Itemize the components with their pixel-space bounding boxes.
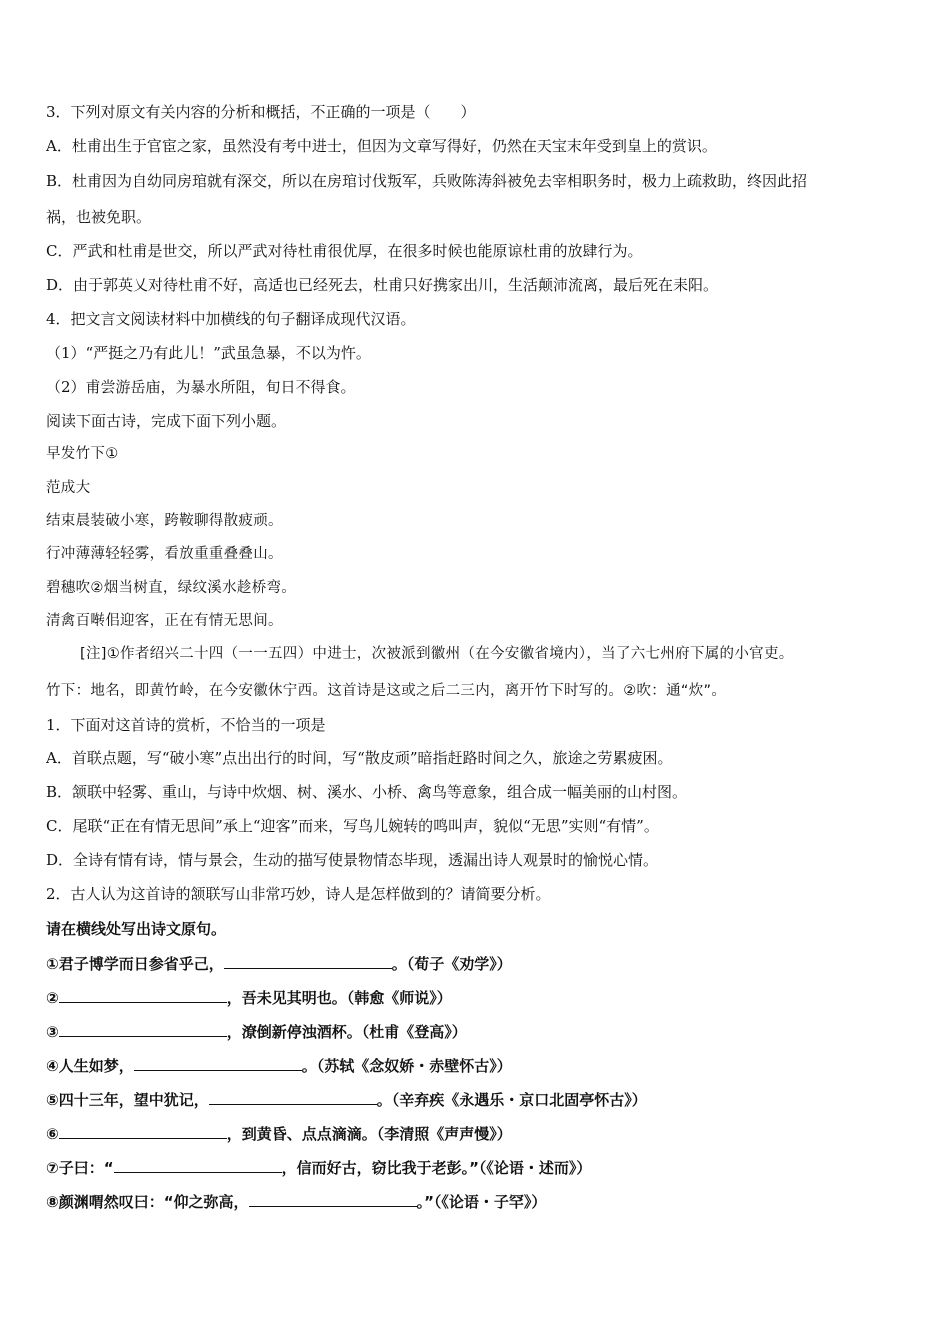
- fill-item-4-before: ④人生如梦，: [46, 1057, 134, 1075]
- q4-sentence-1: （1）“严挺之乃有此儿！”武虽急暴，不以为忤。: [46, 344, 371, 362]
- answer-blank-4[interactable]: [134, 1055, 302, 1071]
- fill-item-4: [46, 1055, 512, 1076]
- fill-item-5-after: 。（辛弃疾《永遇乐・京口北固亭怀古》）: [376, 1091, 647, 1109]
- fill-item-5: [46, 1089, 647, 1110]
- poem-line-1: 结束晨装破小寒，跨鞍聊得散疲顽。: [46, 513, 283, 529]
- pq1-option-b: B．颔联中轻雾、重山，与诗中炊烟、树、溪水、小桥、禽鸟等意象，组合成一幅美丽的山村图。: [46, 783, 688, 801]
- fill-item-6-after: ，到黄昏、点点滴滴。（李清照《声声慢》）: [226, 1125, 512, 1143]
- poem-note-1: [注]①作者绍兴二十四（一一五四）中进士，次被派到徽州（在今安徽省境内），当了六七州府下属的小官吏。: [80, 646, 794, 662]
- fill-item-1-before: ①君子博学而日参省乎己，: [46, 955, 224, 973]
- fill-item-7-before: ⑦子曰：“: [46, 1159, 114, 1177]
- fill-item-4-after: 。（苏轼《念奴娇・赤壁怀古》）: [301, 1057, 512, 1075]
- fill-item-1-after: 。（荀子《劝学》）: [391, 955, 512, 973]
- pq2-stem: 2．古人认为这首诗的颔联写山非常巧妙，诗人是怎样做到的？请简要分析。: [46, 885, 551, 903]
- fill-item-8-after: 。”（《论语・子罕》）: [416, 1193, 547, 1211]
- fill-item-7-after: ，信而好古，窃比我于老彭。”（《论语・述而》）: [281, 1159, 592, 1177]
- pq1-option-a: A．首联点题，写“破小寒”点出出行的时间，写“散皮顽”暗指赶路时间之久，旅途之劳累疲困。: [46, 749, 673, 767]
- pq1-option-c: C．尾联“正在有情无思间”承上“迎客”而来，写鸟儿婉转的鸣叫声，貌似“无思”实则“有情”。: [46, 817, 659, 835]
- poem-author: 范成大: [46, 480, 91, 496]
- poem-title: 早发竹下①: [46, 446, 119, 462]
- fill-item-8: [46, 1191, 546, 1212]
- fill-item-6: [46, 1123, 512, 1144]
- answer-blank-5[interactable]: [209, 1089, 377, 1105]
- answer-blank-6[interactable]: [59, 1123, 227, 1139]
- q3-option-c: C．严武和杜甫是世交，所以严武对待杜甫很优厚，在很多时候也能原谅杜甫的放肆行为。: [46, 242, 643, 260]
- poem-line-4: 清禽百啭佀迎客，正在有情无思间。: [46, 613, 283, 629]
- poem-line-2: 行冲薄薄轻轻雾，看放重重叠叠山。: [46, 546, 283, 562]
- fill-item-3: [46, 1021, 467, 1042]
- fill-item-2-before: ②: [46, 989, 59, 1007]
- fill-item-2-after: ，吾未见其明也。（韩愈《师说》）: [226, 989, 452, 1007]
- q4-stem: 4．把文言文阅读材料中加横线的句子翻译成现代汉语。: [46, 310, 416, 328]
- fill-item-6-before: ⑥: [46, 1125, 59, 1143]
- pq1-option-d: D．全诗有情有诗，情与景会，生动的描写使景物情态毕现，透漏出诗人观景时的愉悦心情。: [46, 851, 659, 869]
- fill-item-3-before: ③: [46, 1023, 59, 1041]
- answer-blank-3[interactable]: [59, 1021, 227, 1037]
- poem-line-3: 碧穗吹②烟当树直，绿纹溪水趁桥弯。: [46, 580, 297, 596]
- fill-item-1: [46, 953, 512, 974]
- q3-option-d: D．由于郭英乂对待杜甫不好，高适也已经死去，杜甫只好携家出川，生活颠沛流离，最后死在耒阳。: [46, 276, 719, 294]
- poem-intro: 阅读下面古诗，完成下面下列小题。: [46, 412, 287, 430]
- fill-heading: 请在横线处写出诗文原句。: [46, 920, 227, 938]
- fill-item-2: [46, 987, 452, 1008]
- fill-item-5-before: ⑤四十三年，望中犹记，: [46, 1091, 209, 1109]
- q3-stem: 3．下列对原文有关内容的分析和概括，不正确的一项是（ ）: [46, 103, 476, 121]
- fill-item-7: [46, 1157, 591, 1178]
- poem-note-2: 竹下：地名，即黄竹岭，在今安徽休宁西。这首诗是这或之后二三内，离开竹下时写的。②吹：通“炊”。: [46, 683, 727, 699]
- q4-sentence-2: （2）甫尝游岳庙，为暴水所阻，旬日不得食。: [46, 378, 356, 396]
- fill-item-8-before: ⑧颜渊喟然叹曰：“仰之弥高，: [46, 1193, 249, 1211]
- answer-blank-1[interactable]: [224, 953, 392, 969]
- answer-blank-2[interactable]: [59, 987, 227, 1003]
- q3-option-a: A．杜甫出生于官宦之家，虽然没有考中进士，但因为文章写得好，仍然在天宝末年受到皇上的赏识。: [46, 137, 717, 155]
- answer-blank-8[interactable]: [249, 1191, 417, 1207]
- fill-item-3-after: ，潦倒新停浊酒杯。（杜甫《登高》）: [226, 1023, 467, 1041]
- answer-blank-7[interactable]: [114, 1157, 282, 1173]
- q3-option-b-line2: 祸，也被免职。: [46, 208, 152, 226]
- pq1-stem: 1．下面对这首诗的赏析，不恰当的一项是: [46, 716, 326, 734]
- q3-option-b-line1: B．杜甫因为自幼同房琯就有深交，所以在房琯讨伐叛军，兵败陈涛斜被免去宰相职务时，极力上疏救助，终因此招: [46, 172, 808, 190]
